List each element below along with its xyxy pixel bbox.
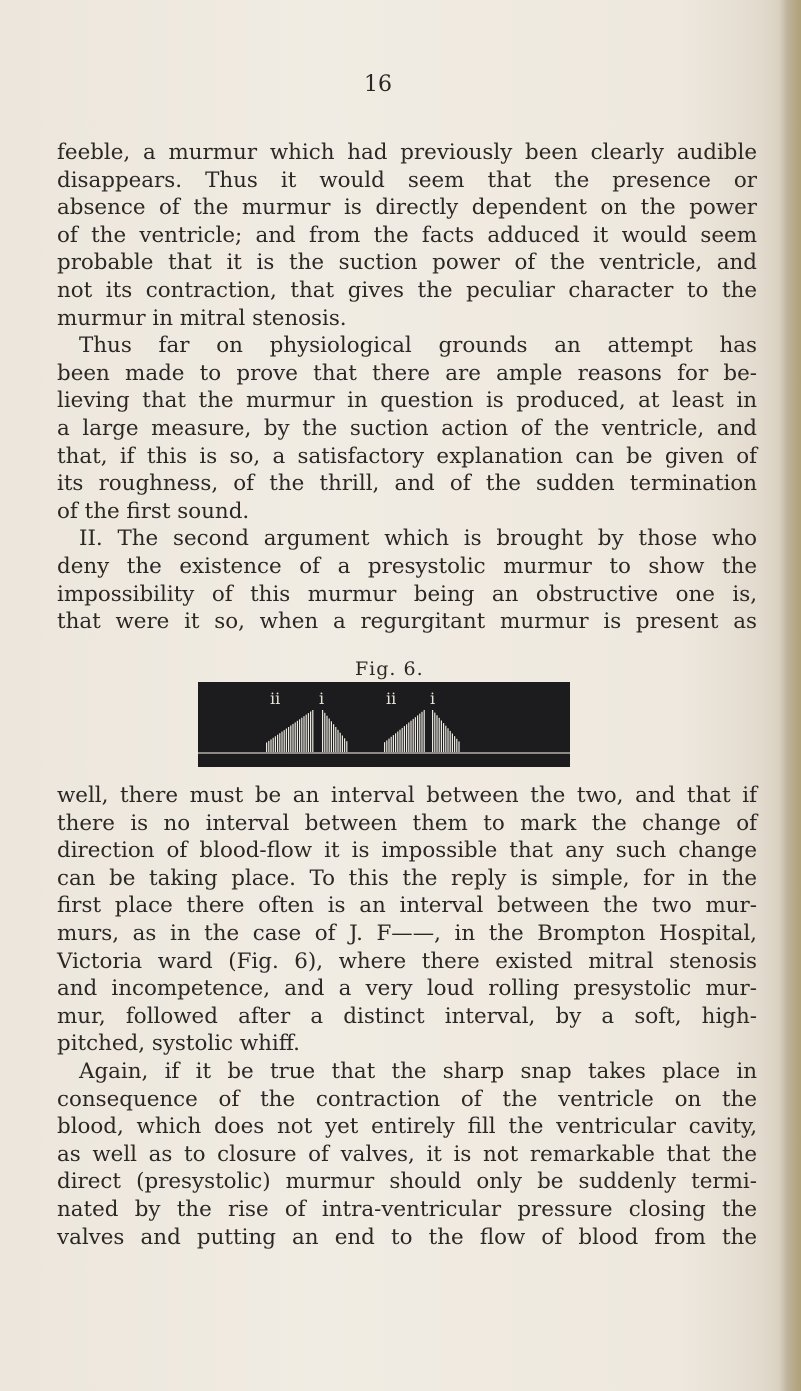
vibration-bar (284, 730, 285, 752)
vibration-bar (395, 733, 396, 752)
vibration-bar (279, 733, 280, 752)
vibration-bar (326, 716, 327, 752)
sound-mark-label: i (319, 689, 325, 708)
vibration-bar (322, 710, 323, 752)
vibration-bar (397, 732, 398, 753)
vibration-bar (404, 726, 405, 752)
vibration-bar (417, 715, 418, 752)
vibration-bar (410, 721, 411, 752)
text-line: of the first sound. (57, 498, 250, 524)
vibration-bar (413, 719, 414, 752)
text-line: valves and putting an end to the flow of blood from the (57, 1224, 757, 1250)
text-line: murs, as in the case of J. F——, in the Brompton Hospital, (57, 920, 757, 946)
text-line: well, there must be an interval between the two, and that if (57, 783, 757, 808)
text-line: pitched, systolic whiff. (57, 1031, 300, 1057)
vibration-bar (275, 736, 276, 752)
vibration-bar (324, 713, 325, 752)
vibration-bar (419, 714, 420, 752)
text-line: direction of blood-flow it is impossible that any such change (57, 838, 757, 864)
vibration-bar (434, 713, 435, 752)
sound-tracing-image (198, 682, 570, 767)
text-line: feeble, a murmur which had previously been clearly audible (57, 140, 757, 165)
vibration-bar (384, 742, 385, 752)
vibration-bar (386, 740, 387, 752)
vibration-bar (277, 735, 278, 752)
vibration-bar (388, 739, 389, 752)
text-line: direct (presystolic) murmur should only be suddenly termi- (57, 1169, 757, 1195)
text-line: of the ventricle; and from the facts adduced it would seem (57, 222, 757, 248)
vibration-bar (312, 710, 313, 752)
vibration-bar (286, 729, 287, 753)
text-line: there is no interval between them to mark the change of (57, 810, 757, 836)
vibration-bar (303, 716, 304, 752)
text-block-upper (57, 139, 757, 636)
vibration-bar (441, 721, 442, 753)
text-line: can be taking place. To this the reply is simple, for in the (57, 865, 757, 891)
vibration-bar (344, 738, 345, 752)
text-line: murmur in mitral stenosis. (57, 305, 347, 331)
vibration-bar (447, 728, 448, 752)
vibration-bar (421, 712, 422, 752)
page-number: 16 (364, 72, 392, 97)
vibration-bar (333, 724, 334, 752)
sound-mark-label: ii (386, 689, 397, 708)
text-line: not its contraction, that gives the peculiar character to the (57, 277, 757, 303)
vibration-bar (445, 726, 446, 752)
text-line: that, if this is so, a satisfactory explanation can be given of (57, 443, 757, 469)
vibration-bar (290, 726, 291, 753)
vibration-bar (295, 722, 296, 752)
text-line: deny the existence of a presystolic murmur to show the (57, 553, 757, 579)
vibration-bar (432, 710, 433, 752)
text-line: II. The second argument which is brought by those who (79, 526, 757, 552)
text-line: blood, which does not yet entirely fill the ventricular cavity, (57, 1114, 757, 1140)
vibration-bar (406, 724, 407, 752)
text-line: first place there often is an interval between the two mur- (57, 893, 757, 919)
vibration-bar (266, 743, 267, 753)
vibration-bar (415, 717, 416, 752)
vibration-bar (310, 712, 311, 753)
text-line: its roughness, of the thrill, and of the sudden termination (57, 471, 757, 497)
figure-6-tracing (198, 682, 570, 767)
text-line: probable that it is the suction power of the ventricle, and (57, 250, 757, 276)
text-line: mur, followed after a distinct interval, by a soft, high- (57, 1003, 757, 1029)
vibration-bar (340, 733, 341, 752)
vibration-bar (273, 738, 274, 752)
text-line: Again, if it be true that the sharp snap takes place in (79, 1058, 757, 1084)
vibration-bar (452, 734, 453, 753)
sound-mark-label: ii (270, 689, 281, 708)
vibration-bar (335, 727, 336, 752)
text-line: as well as to closure of valves, it is not remarkable that the (57, 1141, 757, 1167)
vibration-bar (454, 736, 455, 752)
vibration-bar (292, 724, 293, 752)
vibration-bar (297, 721, 298, 752)
text-line: Thus far on physiological grounds an attempt has (79, 333, 757, 359)
text-line: and incompetence, and a very loud rolling presystolic mur- (57, 976, 757, 1002)
vibration-bar (299, 719, 300, 752)
vibration-bar (450, 731, 451, 752)
vibration-bar (288, 727, 289, 752)
vibration-bar (308, 713, 309, 752)
vibration-bar (329, 719, 330, 753)
vibration-bar (393, 735, 394, 752)
text-block-lower (57, 782, 757, 1251)
sound-mark-label: i (430, 689, 436, 708)
vibration-bar (337, 730, 338, 752)
text-line: been made to prove that there are ample reasons for be- (57, 360, 757, 386)
text-line: Victoria ward (Fig. 6), where there existed mitral stenosis (57, 948, 757, 974)
text-line: consequence of the contraction of the ventricle on the (57, 1086, 757, 1112)
vibration-bar (281, 732, 282, 752)
vibration-bar (270, 739, 271, 752)
vibration-bar (424, 710, 425, 752)
page-edge-shadow (779, 0, 801, 1391)
vibration-bar (399, 730, 400, 752)
text-line: that were it so, when a regurgitant murmur is present as (57, 609, 757, 635)
text-line: disappears. Thus it would seem that the presence or (57, 167, 757, 193)
vibration-bar (346, 741, 347, 752)
vibration-bar (306, 715, 307, 752)
text-line: nated by the rise of intra-ventricular pressure closing the (57, 1196, 757, 1222)
vibration-bar (456, 739, 457, 752)
vibration-bar (408, 723, 409, 753)
vibration-bar (436, 715, 437, 752)
vibration-bar (331, 721, 332, 752)
text-line: absence of the murmur is directly dependent on the power (57, 195, 757, 221)
vibration-bar (268, 741, 269, 752)
text-line: impossibility of this murmur being an obstructive one is, (57, 581, 757, 607)
text-line: lieving that the murmur in question is produced, at least in (57, 388, 757, 414)
vibration-bar (439, 718, 440, 752)
vibration-bar (402, 728, 403, 752)
vibration-bar (301, 718, 302, 752)
vibration-bar (342, 736, 343, 753)
vibration-bar (458, 741, 459, 752)
vibration-bar (443, 723, 444, 752)
text-line: a large measure, by the suction action of the ventricle, and (57, 415, 757, 441)
vibration-bar (391, 737, 392, 752)
figure-caption: Fig. 6. (355, 658, 424, 680)
